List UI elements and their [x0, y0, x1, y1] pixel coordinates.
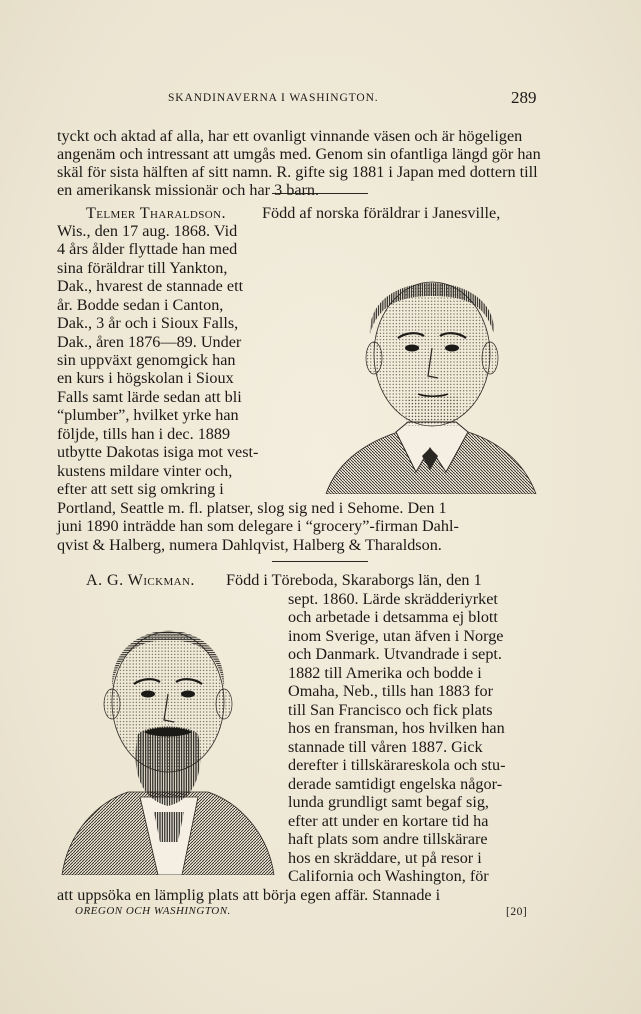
entry-line: Dak., åren 1876—89. Under [57, 333, 242, 351]
entry-line: 4 års ålder flyttade han med [57, 240, 238, 258]
section-divider [272, 561, 368, 562]
continuation-line: angenäm och intressant att umgås med. Genom sin ofantliga längd gör han [57, 145, 541, 163]
running-head: SKANDINAVERNA I WASHINGTON. [168, 92, 379, 104]
entry-line: sept. 1860. Lärde skrädderiyrket [288, 590, 498, 608]
entry-line: kustens mildare vinter och, [57, 462, 233, 480]
entry-line: stannade till våren 1887. Gick [288, 738, 483, 756]
portrait-wickman [58, 592, 278, 875]
entry-line: år. Bodde sedan i Canton, [57, 296, 224, 314]
entry-line: derade samtidigt engelska någor- [288, 775, 503, 793]
entry-line: California och Washington, för [288, 867, 489, 885]
sheet-number: [20] [506, 906, 528, 918]
entry-line: utbytte Dakotas isiga mot vest- [57, 443, 259, 461]
entry-line: Omaha, Neb., tills han 1883 for [288, 682, 493, 700]
continuation-paragraph [57, 127, 542, 199]
entry-line: Dak., hvarest de stannade ett [57, 277, 244, 295]
entry-line: qvist & Halberg, numera Dahlqvist, Halberg & Tharaldson. [57, 536, 442, 554]
entry-line: Född i Töreboda, Skaraborgs län, den 1 [226, 571, 482, 589]
entry-line: juni 1890 inträdde han som delegare i “grocery”-firman Dahl- [57, 517, 459, 535]
entry-line: inom Sverige, utan äfven i Norge [288, 627, 504, 645]
entry-line: att uppsöka en lämplig plats att börja egen affär. Stannade i [57, 886, 441, 904]
entry-line: hos en skräddare, ut på resor i [288, 849, 482, 867]
signature-mark: OREGON OCH WASHINGTON. [75, 905, 231, 917]
entry-line: sina föräldrar till Yankton, [57, 259, 228, 277]
page-number: 289 [511, 88, 537, 107]
entry-line: följde, tills han i dec. 1889 [57, 425, 231, 443]
entry-line: “plumber”, hvilket yrke han [57, 406, 239, 424]
entry-line: hos en fransman, hos hvilken han [288, 719, 505, 737]
entry-line: och arbetade i detsamma ej blott [288, 608, 498, 626]
entry-line: Född af norska föräldrar i Janesville, [262, 204, 501, 222]
entry-line: till San Francisco och fick plats [288, 701, 493, 719]
portrait-tharaldson [318, 226, 542, 494]
entry-line: Falls samt lärde sedan att bli [57, 388, 242, 406]
entry-line: sin uppväxt genomgick han [57, 351, 236, 369]
engraved-portrait-image [58, 592, 278, 875]
continuation-line: skäl för sista hälften af sitt namn. R. gifte sig 1881 i Japan med dottern till [57, 163, 538, 181]
entry-line: och Danmark. Utvandrade i sept. [288, 645, 502, 663]
entry-line: en kurs i högskolan i Sioux [57, 369, 234, 387]
entry-name: Telmer Tharaldson. [86, 204, 226, 222]
entry-line: lunda grundligt samt begaf sig, [288, 793, 489, 811]
entry-line: efter att under en kortare tid ha [288, 812, 489, 830]
entry-line: 1882 till Amerika och bodde i [288, 664, 482, 682]
entry-line: derefter i tillskärareskola och stu- [288, 756, 506, 774]
engraved-portrait-image [318, 226, 542, 494]
entry-line: efter att sett sig omkring i [57, 480, 224, 498]
entry-name: A. G. Wickman. [86, 571, 195, 589]
section-divider [272, 193, 368, 194]
continuation-line: tyckt och aktad af alla, har ett ovanligt vinnande väsen och är högeligen [57, 127, 523, 145]
entry-line: Portland, Seattle m. fl. platser, slog sig ned i Sehome. Den 1 [57, 499, 447, 517]
continuation-line: en amerikansk missionär och har 3 barn. [57, 181, 320, 199]
entry-line: haft plats som andre tillskärare [288, 830, 488, 848]
entry-line: Wis., den 17 aug. 1868. Vid [57, 222, 238, 240]
entry-line: Dak., 3 år och i Sioux Falls, [57, 314, 239, 332]
